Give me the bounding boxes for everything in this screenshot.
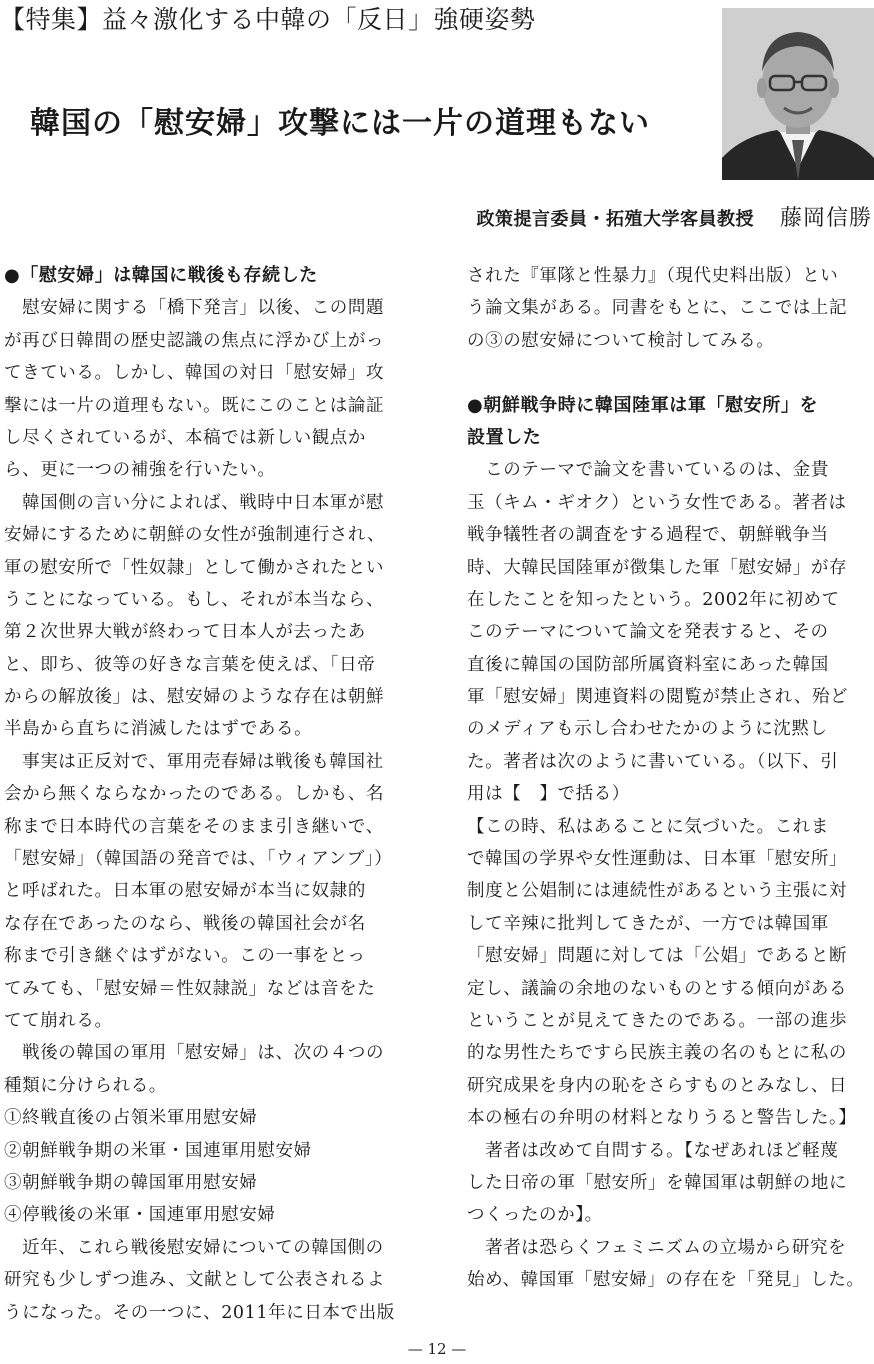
text-line: 著者は恐らくフェミニズムの立場から研究を: [467, 1237, 847, 1258]
byline: [476, 201, 872, 232]
text-line: ①終戦直後の占領米軍用慰安婦: [4, 1108, 258, 1129]
series-heading: 【特集】益々激化する中韓の「反日」強硬姿勢: [0, 5, 536, 34]
text-line: 安婦にするために朝鮮の女性が強制連行され、: [4, 525, 386, 546]
text-line: と呼ばれた。日本軍の慰安婦が本当に奴隷的: [4, 881, 366, 902]
text-line: ②朝鮮戦争期の米軍・国連軍用慰安婦: [4, 1140, 312, 1161]
text-line: し尽くされているが、本稿では新しい観点か: [4, 427, 366, 448]
text-line: 制度と公娼制には連続性があるという主張に対: [467, 881, 848, 902]
author-portrait-image: [722, 8, 874, 180]
author-photo: [722, 8, 874, 180]
text-line: ら、更に一つの補強を行いたい。: [4, 460, 276, 481]
right-column: [467, 260, 874, 1297]
text-line: 事実は正反対で、軍用売春婦は戦後も韓国社: [4, 751, 384, 772]
text-line: 韓国側の言い分によれば、戦時中日本軍が慰: [4, 492, 385, 513]
text-line: 軍「慰安婦」関連資料の閲覧が禁止され、殆ど: [467, 687, 849, 708]
text-line: ということが見えてきたのである。一部の進歩: [467, 1010, 848, 1031]
text-line: ③朝鮮戦争期の韓国軍用慰安婦: [4, 1172, 258, 1193]
text-line: 第２次世界大戦が終わって日本人が去ったあ: [4, 622, 366, 643]
text-line: てて崩れる。: [4, 1010, 113, 1031]
text-line: ④停戦後の米軍・国連軍用慰安婦: [4, 1205, 276, 1226]
text-line: 種類に分けられる。: [4, 1075, 167, 1096]
page-number: — 12 —: [407, 1340, 467, 1358]
text-line: 玉（キム・ギオク）という女性である。著者は: [467, 492, 847, 513]
text-line: した日帝の軍「慰安所」を韓国軍は朝鮮の地に: [467, 1172, 848, 1193]
text-line: このテーマで論文を書いているのは、金貴: [467, 460, 829, 481]
text-line: された『軍隊と性暴力』（現代史料出版）とい: [467, 266, 839, 286]
text-line: 的な男性たちですら民族主義の名のもとに私の: [467, 1043, 847, 1064]
text-line: 定し、議論の余地のないものとする傾向がある: [467, 978, 848, 999]
text-line: と、即ち、彼等の好きな言葉を使えば、「日帝: [4, 654, 376, 675]
text-line: このテーマについて論文を発表すると、その: [467, 622, 829, 643]
text-line: 著者は改めて自問する。【なぜあれほど軽蔑: [467, 1140, 839, 1161]
article-title: 韓国の「慰安婦」攻撃には一片の道理もない: [30, 106, 650, 141]
text-line: てきている。しかし、韓国の対日「慰安婦」攻: [4, 363, 385, 384]
text-line: 研究成果を身内の恥をさらすものとみなし、日: [467, 1075, 848, 1096]
text-line: 慰安婦に関する「橋下発言」以後、この問題: [4, 298, 385, 319]
section-heading: ●朝鮮戦争時に韓国陸軍は軍「慰安所」を: [467, 394, 819, 416]
text-line: 本の極右の弁明の材料となりうると警告した。】: [467, 1108, 857, 1129]
text-line: た。著者は次のように書いている。（以下、引: [467, 751, 839, 772]
text-line: 直後に韓国の国防部所属資料室にあった韓国: [467, 654, 829, 675]
text-line: 時、大韓民国陸軍が徴集した軍「慰安婦」が存: [467, 557, 848, 578]
text-line: 称まで引き継ぐはずがない。この一事をとっ: [4, 946, 366, 967]
text-line: が再び日韓間の歴史認識の焦点に浮かび上がっ: [4, 330, 385, 351]
text-line: うことになっている。もし、それが本当なら、: [4, 589, 385, 610]
text-line: からの解放後」は、慰安婦のような存在は朝鮮: [4, 687, 385, 708]
text-line: の③の慰安婦について検討してみる。: [467, 330, 775, 351]
text-line: して辛辣に批判してきたが、一方では韓国軍: [467, 913, 829, 934]
text-line: 在したことを知ったという。2002年に初めて: [467, 589, 840, 610]
text-line: 会から無くならなかったのである。しかも、名: [4, 784, 385, 805]
text-line: 戦後の韓国の軍用「慰安婦」は、次の４つの: [4, 1043, 385, 1064]
spacer: [467, 357, 874, 389]
text-line: てみても、「慰安婦＝性奴隷説」などは音をた: [4, 978, 376, 999]
text-line: 戦争犠牲者の調査をする過程で、朝鮮戦争当: [467, 525, 829, 546]
author-name: 藤岡信勝: [779, 206, 872, 231]
text-line: 称まで日本時代の言葉をそのまま引き継いで、: [4, 816, 384, 837]
text-line: 「慰安婦」問題に対しては「公娼」であると断: [467, 946, 848, 967]
text-line: 近年、これら戦後慰安婦についての韓国側の: [4, 1237, 384, 1258]
text-line: 半島から直ちに消滅したはずである。: [4, 719, 313, 740]
text-line: 始め、韓国軍「慰安婦」の存在を「発見」した。: [467, 1270, 865, 1291]
text-line: 撃には一片の道理もない。既にこのことは論証: [4, 395, 385, 416]
text-line: つくったのか】。: [467, 1205, 603, 1226]
text-line: で韓国の学界や女性運動は、日本軍「慰安所」: [467, 849, 848, 870]
text-line: うになった。その一つに、2011年に日本で出版: [4, 1302, 395, 1323]
section-heading: ●「慰安婦」は韓国に戦後も存続した: [4, 265, 318, 286]
text-line: 軍の慰安所で「性奴隷」として働かされたとい: [4, 557, 385, 578]
author-affiliation: 政策提言委員・拓殖大学客員教授: [476, 209, 754, 230]
text-line: な存在であったのなら、戦後の韓国社会が名: [4, 913, 366, 934]
left-column: [4, 260, 414, 1329]
text-line: 研究も少しずつ進み、文献として公表されるよ: [4, 1270, 386, 1291]
text-line: のメディアも示し合わせたかのように沈黙し: [467, 719, 828, 740]
text-line: う論文集がある。同書をもとに、ここでは上記: [467, 298, 848, 319]
section-heading: 設置した: [467, 426, 542, 448]
text-line: 用は【 】で括る）: [467, 784, 630, 805]
text-line: 「慰安婦」（韓国語の発音では、「ウィアンブ」）: [4, 849, 393, 870]
text-line: 【この時、私はあることに気づいた。これま: [467, 816, 829, 837]
